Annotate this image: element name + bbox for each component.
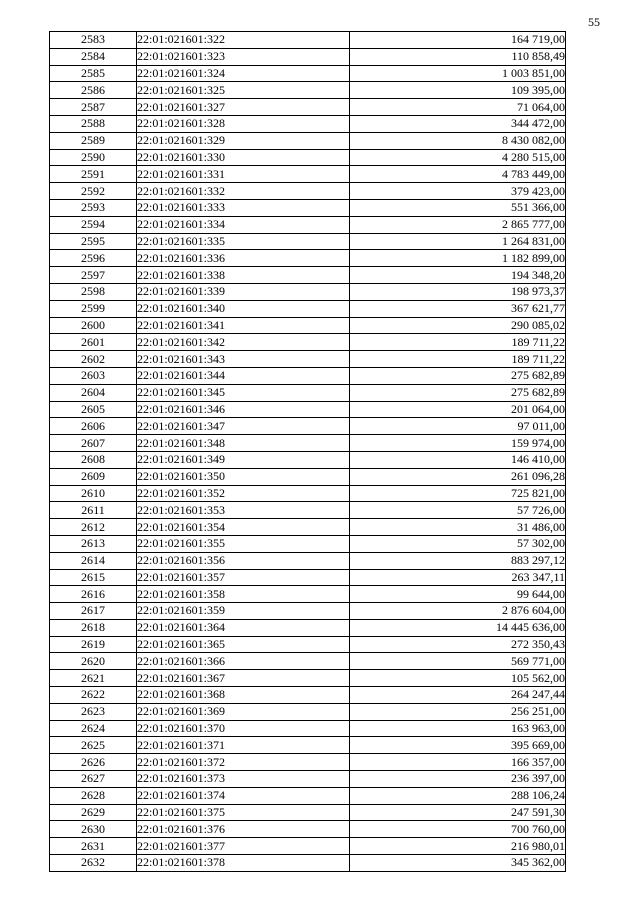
cadastral-number-cell: 22:01:021601:338 bbox=[137, 267, 350, 284]
row-number-cell: 2612 bbox=[50, 519, 137, 536]
cadastral-value-cell: 110 858,49 bbox=[350, 48, 566, 65]
row-number-cell: 2583 bbox=[50, 32, 137, 49]
row-number-cell: 2629 bbox=[50, 804, 137, 821]
cadastral-number-cell: 22:01:021601:372 bbox=[137, 754, 350, 771]
cadastral-value-cell: 31 486,00 bbox=[350, 519, 566, 536]
table-row bbox=[50, 653, 566, 670]
cadastral-value-cell: 288 106,24 bbox=[350, 787, 566, 804]
cadastral-value-cell: 109 395,00 bbox=[350, 82, 566, 99]
table-row bbox=[50, 367, 566, 384]
cadastral-number-cell: 22:01:021601:340 bbox=[137, 300, 350, 317]
cadastral-number-cell: 22:01:021601:353 bbox=[137, 502, 350, 519]
row-number-cell: 2607 bbox=[50, 435, 137, 452]
cadastral-number-cell: 22:01:021601:375 bbox=[137, 804, 350, 821]
cadastral-value-cell: 189 711,22 bbox=[350, 334, 566, 351]
table-row bbox=[50, 32, 566, 49]
row-number-cell: 2627 bbox=[50, 771, 137, 788]
row-number-cell: 2586 bbox=[50, 82, 137, 99]
row-number-cell: 2601 bbox=[50, 334, 137, 351]
cadastral-number-cell: 22:01:021601:368 bbox=[137, 687, 350, 704]
cadastral-number-cell: 22:01:021601:355 bbox=[137, 535, 350, 552]
row-number-cell: 2591 bbox=[50, 166, 137, 183]
cadastral-value-cell: 700 760,00 bbox=[350, 821, 566, 838]
cadastral-value-cell: 163 963,00 bbox=[350, 720, 566, 737]
table-row bbox=[50, 519, 566, 536]
row-number-cell: 2608 bbox=[50, 451, 137, 468]
row-number-cell: 2598 bbox=[50, 283, 137, 300]
table-row bbox=[50, 384, 566, 401]
cadastral-value-cell: 2 865 777,00 bbox=[350, 216, 566, 233]
table-row bbox=[50, 149, 566, 166]
cadastral-number-cell: 22:01:021601:324 bbox=[137, 65, 350, 82]
cadastral-value-cell: 236 397,00 bbox=[350, 771, 566, 788]
row-number-cell: 2603 bbox=[50, 367, 137, 384]
cadastral-value-cell: 725 821,00 bbox=[350, 485, 566, 502]
row-number-cell: 2611 bbox=[50, 502, 137, 519]
cadastral-value-cell: 57 726,00 bbox=[350, 502, 566, 519]
table-row bbox=[50, 183, 566, 200]
page-number: 55 bbox=[588, 15, 600, 29]
cadastral-number-cell: 22:01:021601:341 bbox=[137, 317, 350, 334]
cadastral-number-cell: 22:01:021601:325 bbox=[137, 82, 350, 99]
row-number-cell: 2597 bbox=[50, 267, 137, 284]
table-row bbox=[50, 418, 566, 435]
cadastral-value-cell: 216 980,01 bbox=[350, 838, 566, 855]
row-number-cell: 2628 bbox=[50, 787, 137, 804]
table-row bbox=[50, 435, 566, 452]
row-number-cell: 2585 bbox=[50, 65, 137, 82]
row-number-cell: 2590 bbox=[50, 149, 137, 166]
table-row bbox=[50, 216, 566, 233]
cadastral-number-cell: 22:01:021601:374 bbox=[137, 787, 350, 804]
cadastral-value-cell: 263 347,11 bbox=[350, 569, 566, 586]
table-row bbox=[50, 586, 566, 603]
table-row bbox=[50, 687, 566, 704]
row-number-cell: 2621 bbox=[50, 670, 137, 687]
cadastral-value-cell: 1 264 831,00 bbox=[350, 233, 566, 250]
cadastral-value-cell: 105 562,00 bbox=[350, 670, 566, 687]
cadastral-number-cell: 22:01:021601:323 bbox=[137, 48, 350, 65]
cadastral-value-cell: 344 472,00 bbox=[350, 115, 566, 132]
cadastral-value-cell: 345 362,00 bbox=[350, 855, 566, 872]
row-number-cell: 2592 bbox=[50, 183, 137, 200]
cadastral-value-cell: 1 003 851,00 bbox=[350, 65, 566, 82]
cadastral-number-cell: 22:01:021601:348 bbox=[137, 435, 350, 452]
table-row bbox=[50, 300, 566, 317]
cadastral-number-cell: 22:01:021601:344 bbox=[137, 367, 350, 384]
row-number-cell: 2632 bbox=[50, 855, 137, 872]
cadastral-number-cell: 22:01:021601:349 bbox=[137, 451, 350, 468]
table-row bbox=[50, 451, 566, 468]
table-row bbox=[50, 619, 566, 636]
table-row bbox=[50, 48, 566, 65]
table-row bbox=[50, 636, 566, 653]
table-row bbox=[50, 821, 566, 838]
table-row bbox=[50, 250, 566, 267]
table-row bbox=[50, 468, 566, 485]
cadastral-value-cell: 164 719,00 bbox=[350, 32, 566, 49]
table-row bbox=[50, 334, 566, 351]
cadastral-number-cell: 22:01:021601:373 bbox=[137, 771, 350, 788]
table-row bbox=[50, 603, 566, 620]
cadastral-value-cell: 264 247,44 bbox=[350, 687, 566, 704]
cadastral-value-cell: 14 445 636,00 bbox=[350, 619, 566, 636]
cadastral-value-cell: 275 682,89 bbox=[350, 367, 566, 384]
table-row bbox=[50, 670, 566, 687]
table-row bbox=[50, 99, 566, 116]
table-row bbox=[50, 804, 566, 821]
cadastral-number-cell: 22:01:021601:335 bbox=[137, 233, 350, 250]
table-row bbox=[50, 787, 566, 804]
cadastral-value-cell: 4 783 449,00 bbox=[350, 166, 566, 183]
row-number-cell: 2624 bbox=[50, 720, 137, 737]
row-number-cell: 2613 bbox=[50, 535, 137, 552]
cadastral-value-cell: 201 064,00 bbox=[350, 401, 566, 418]
row-number-cell: 2596 bbox=[50, 250, 137, 267]
cadastral-number-cell: 22:01:021601:347 bbox=[137, 418, 350, 435]
row-number-cell: 2595 bbox=[50, 233, 137, 250]
cadastral-value-cell: 367 621,77 bbox=[350, 300, 566, 317]
table-row bbox=[50, 771, 566, 788]
cadastral-number-cell: 22:01:021601:356 bbox=[137, 552, 350, 569]
cadastral-number-cell: 22:01:021601:346 bbox=[137, 401, 350, 418]
cadastral-value-cell: 551 366,00 bbox=[350, 199, 566, 216]
row-number-cell: 2622 bbox=[50, 687, 137, 704]
cadastral-value-cell: 275 682,89 bbox=[350, 384, 566, 401]
table-body bbox=[50, 32, 566, 872]
table-row bbox=[50, 317, 566, 334]
row-number-cell: 2619 bbox=[50, 636, 137, 653]
cadastral-number-cell: 22:01:021601:350 bbox=[137, 468, 350, 485]
row-number-cell: 2623 bbox=[50, 703, 137, 720]
cadastral-number-cell: 22:01:021601:342 bbox=[137, 334, 350, 351]
cadastral-value-cell: 2 876 604,00 bbox=[350, 603, 566, 620]
cadastral-number-cell: 22:01:021601:352 bbox=[137, 485, 350, 502]
table-row bbox=[50, 569, 566, 586]
row-number-cell: 2600 bbox=[50, 317, 137, 334]
row-number-cell: 2605 bbox=[50, 401, 137, 418]
table-row bbox=[50, 82, 566, 99]
table-row bbox=[50, 737, 566, 754]
cadastral-value-table bbox=[49, 31, 566, 872]
row-number-cell: 2625 bbox=[50, 737, 137, 754]
cadastral-number-cell: 22:01:021601:370 bbox=[137, 720, 350, 737]
table-row bbox=[50, 283, 566, 300]
row-number-cell: 2620 bbox=[50, 653, 137, 670]
row-number-cell: 2593 bbox=[50, 199, 137, 216]
cadastral-number-cell: 22:01:021601:376 bbox=[137, 821, 350, 838]
row-number-cell: 2610 bbox=[50, 485, 137, 502]
cadastral-number-cell: 22:01:021601:330 bbox=[137, 149, 350, 166]
table-row bbox=[50, 267, 566, 284]
cadastral-value-cell: 8 430 082,00 bbox=[350, 132, 566, 149]
cadastral-number-cell: 22:01:021601:369 bbox=[137, 703, 350, 720]
cadastral-number-cell: 22:01:021601:359 bbox=[137, 603, 350, 620]
cadastral-value-cell: 97 011,00 bbox=[350, 418, 566, 435]
cadastral-value-cell: 198 973,37 bbox=[350, 283, 566, 300]
row-number-cell: 2584 bbox=[50, 48, 137, 65]
cadastral-number-cell: 22:01:021601:367 bbox=[137, 670, 350, 687]
cadastral-value-cell: 71 064,00 bbox=[350, 99, 566, 116]
row-number-cell: 2588 bbox=[50, 115, 137, 132]
row-number-cell: 2602 bbox=[50, 351, 137, 368]
table-row bbox=[50, 502, 566, 519]
cadastral-value-cell: 159 974,00 bbox=[350, 435, 566, 452]
table-row bbox=[50, 703, 566, 720]
cadastral-number-cell: 22:01:021601:371 bbox=[137, 737, 350, 754]
cadastral-number-cell: 22:01:021601:358 bbox=[137, 586, 350, 603]
cadastral-value-cell: 57 302,00 bbox=[350, 535, 566, 552]
table-row bbox=[50, 65, 566, 82]
cadastral-number-cell: 22:01:021601:378 bbox=[137, 855, 350, 872]
table-row bbox=[50, 552, 566, 569]
row-number-cell: 2604 bbox=[50, 384, 137, 401]
cadastral-number-cell: 22:01:021601:334 bbox=[137, 216, 350, 233]
row-number-cell: 2589 bbox=[50, 132, 137, 149]
row-number-cell: 2626 bbox=[50, 754, 137, 771]
cadastral-value-cell: 99 644,00 bbox=[350, 586, 566, 603]
cadastral-value-cell: 272 350,43 bbox=[350, 636, 566, 653]
row-number-cell: 2616 bbox=[50, 586, 137, 603]
cadastral-value-cell: 290 085,02 bbox=[350, 317, 566, 334]
table-row bbox=[50, 233, 566, 250]
cadastral-value-cell: 256 251,00 bbox=[350, 703, 566, 720]
cadastral-number-cell: 22:01:021601:322 bbox=[137, 32, 350, 49]
cadastral-number-cell: 22:01:021601:365 bbox=[137, 636, 350, 653]
table-row bbox=[50, 166, 566, 183]
cadastral-number-cell: 22:01:021601:345 bbox=[137, 384, 350, 401]
cadastral-value-cell: 146 410,00 bbox=[350, 451, 566, 468]
cadastral-number-cell: 22:01:021601:331 bbox=[137, 166, 350, 183]
table-row bbox=[50, 855, 566, 872]
cadastral-value-cell: 166 357,00 bbox=[350, 754, 566, 771]
row-number-cell: 2618 bbox=[50, 619, 137, 636]
cadastral-value-cell: 379 423,00 bbox=[350, 183, 566, 200]
row-number-cell: 2599 bbox=[50, 300, 137, 317]
cadastral-value-cell: 261 096,28 bbox=[350, 468, 566, 485]
table-row bbox=[50, 485, 566, 502]
row-number-cell: 2609 bbox=[50, 468, 137, 485]
cadastral-number-cell: 22:01:021601:366 bbox=[137, 653, 350, 670]
cadastral-value-cell: 569 771,00 bbox=[350, 653, 566, 670]
cadastral-value-cell: 883 297,12 bbox=[350, 552, 566, 569]
row-number-cell: 2615 bbox=[50, 569, 137, 586]
cadastral-value-cell: 395 669,00 bbox=[350, 737, 566, 754]
row-number-cell: 2630 bbox=[50, 821, 137, 838]
cadastral-number-cell: 22:01:021601:327 bbox=[137, 99, 350, 116]
cadastral-number-cell: 22:01:021601:328 bbox=[137, 115, 350, 132]
cadastral-value-cell: 4 280 515,00 bbox=[350, 149, 566, 166]
cadastral-number-cell: 22:01:021601:343 bbox=[137, 351, 350, 368]
cadastral-number-cell: 22:01:021601:377 bbox=[137, 838, 350, 855]
cadastral-number-cell: 22:01:021601:332 bbox=[137, 183, 350, 200]
row-number-cell: 2594 bbox=[50, 216, 137, 233]
row-number-cell: 2614 bbox=[50, 552, 137, 569]
table-row bbox=[50, 199, 566, 216]
row-number-cell: 2617 bbox=[50, 603, 137, 620]
cadastral-value-cell: 247 591,30 bbox=[350, 804, 566, 821]
cadastral-number-cell: 22:01:021601:354 bbox=[137, 519, 350, 536]
cadastral-value-cell: 1 182 899,00 bbox=[350, 250, 566, 267]
table-row bbox=[50, 132, 566, 149]
row-number-cell: 2606 bbox=[50, 418, 137, 435]
table-row bbox=[50, 115, 566, 132]
table-row bbox=[50, 720, 566, 737]
cadastral-value-cell: 189 711,22 bbox=[350, 351, 566, 368]
table-row bbox=[50, 754, 566, 771]
table-row bbox=[50, 535, 566, 552]
cadastral-value-cell: 194 348,20 bbox=[350, 267, 566, 284]
row-number-cell: 2631 bbox=[50, 838, 137, 855]
cadastral-number-cell: 22:01:021601:329 bbox=[137, 132, 350, 149]
table-row bbox=[50, 401, 566, 418]
cadastral-number-cell: 22:01:021601:333 bbox=[137, 199, 350, 216]
cadastral-number-cell: 22:01:021601:339 bbox=[137, 283, 350, 300]
cadastral-number-cell: 22:01:021601:364 bbox=[137, 619, 350, 636]
table-row bbox=[50, 351, 566, 368]
cadastral-number-cell: 22:01:021601:357 bbox=[137, 569, 350, 586]
row-number-cell: 2587 bbox=[50, 99, 137, 116]
table-row bbox=[50, 838, 566, 855]
cadastral-number-cell: 22:01:021601:336 bbox=[137, 250, 350, 267]
